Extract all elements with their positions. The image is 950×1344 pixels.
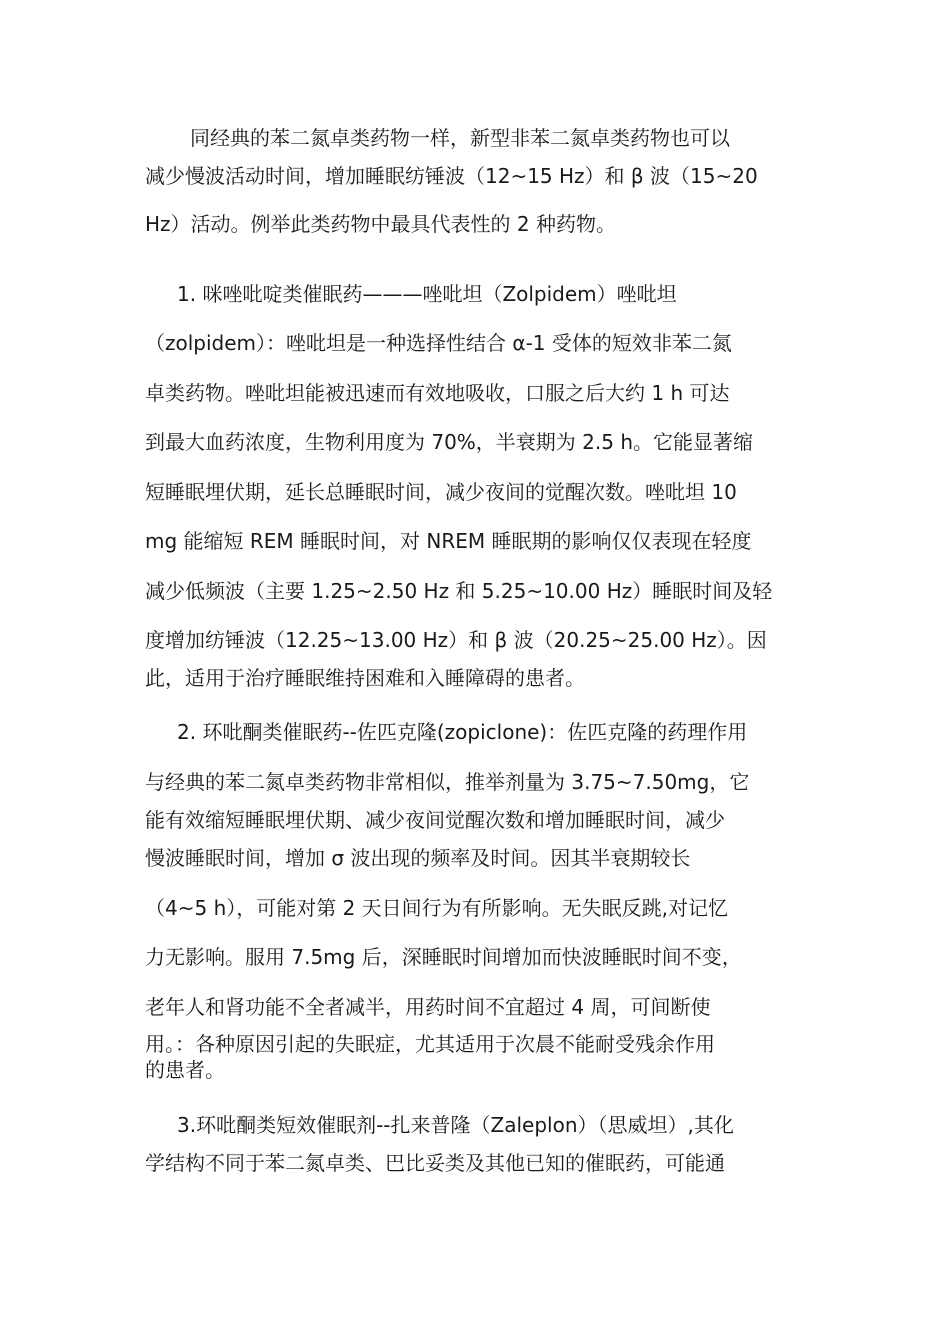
paragraph-intro-line-3: Hz）活动。例举此类药物中最具代表性的 2 种药物。	[145, 212, 616, 236]
paragraph-zopiclone-line-6: 力无影响。服用 7.5mg 后，深睡眠时间增加而快波睡眠时间不变，	[145, 945, 742, 969]
paragraph-zopiclone-line-9: 的患者。	[145, 1058, 225, 1082]
paragraph-zopiclone-line-3: 能有效缩短睡眠埋伏期、减少夜间觉醒次数和增加睡眠时间，减少	[145, 808, 725, 832]
paragraph-zopiclone-line-7: 老年人和肾功能不全者减半，用药时间不宜超过 4 周，可间断使	[145, 995, 711, 1019]
paragraph-zolpidem-line-6: mg 能缩短 REM 睡眠时间，对 NREM 睡眠期的影响仅仅表现在轻度	[145, 529, 752, 553]
paragraph-zaleplon-line-1: 3.环吡酮类短效催眠剂--扎来普隆（Zaleplon）（思威坦）,其化	[177, 1113, 734, 1137]
paragraph-zopiclone-line-8: 用。：各种原因引起的失眠症，尤其适用于次晨不能耐受残余作用	[145, 1032, 715, 1056]
paragraph-zopiclone-line-1: 2. 环吡酮类催眠药--佐匹克隆(zopiclone)：佐匹克隆的药理作用	[177, 720, 748, 744]
paragraph-zaleplon-line-2: 学结构不同于苯二氮卓类、巴比妥类及其他已知的催眠药，可能通	[145, 1151, 725, 1175]
paragraph-zolpidem-line-8: 度增加纺锤波（12.25~13.00 Hz）和 β 波（20.25~25.00 Hz）。因	[145, 628, 767, 652]
paragraph-intro-line-1: 同经典的苯二氮卓类药物一样，新型非苯二氮卓类药物也可以	[190, 126, 730, 150]
paragraph-zolpidem-line-5: 短睡眠埋伏期，延长总睡眠时间，减少夜间的觉醒次数。唑吡坦 10	[145, 480, 737, 504]
paragraph-zopiclone-line-2: 与经典的苯二氮卓类药物非常相似，推举剂量为 3.75~7.50mg，它	[145, 770, 750, 794]
paragraph-intro-line-2: 减少慢波活动时间，增加睡眠纺锤波（12~15 Hz）和 β 波（15~20	[145, 164, 758, 188]
paragraph-zolpidem-line-9: 此，适用于治疗睡眠维持困难和入睡障碍的患者。	[145, 666, 585, 690]
paragraph-zolpidem-line-4: 到最大血药浓度，生物利用度为 70%，半衰期为 2.5 h。它能显著缩	[145, 430, 754, 454]
paragraph-zopiclone-line-4: 慢波睡眠时间，增加 σ 波出现的频率及时间。因其半衰期较长	[145, 846, 691, 870]
paragraph-zolpidem-line-3: 卓类药物。唑吡坦能被迅速而有效地吸收，口服之后大约 1 h 可达	[145, 381, 730, 405]
paragraph-zolpidem-line-7: 减少低频波（主要 1.25~2.50 Hz 和 5.25~10.00 Hz）睡眠时间及轻	[145, 579, 773, 603]
paragraph-zolpidem-line-2: （zolpidem）：唑吡坦是一种选择性结合 α-1 受体的短效非苯二氮	[145, 331, 732, 355]
paragraph-zolpidem-line-1: 1. 咪唑吡啶类催眠药———唑吡坦（Zolpidem）唑吡坦	[177, 282, 677, 306]
paragraph-zopiclone-line-5: （4~5 h），可能对第 2 天日间行为有所影响。无失眠反跳,对记忆	[145, 896, 729, 920]
